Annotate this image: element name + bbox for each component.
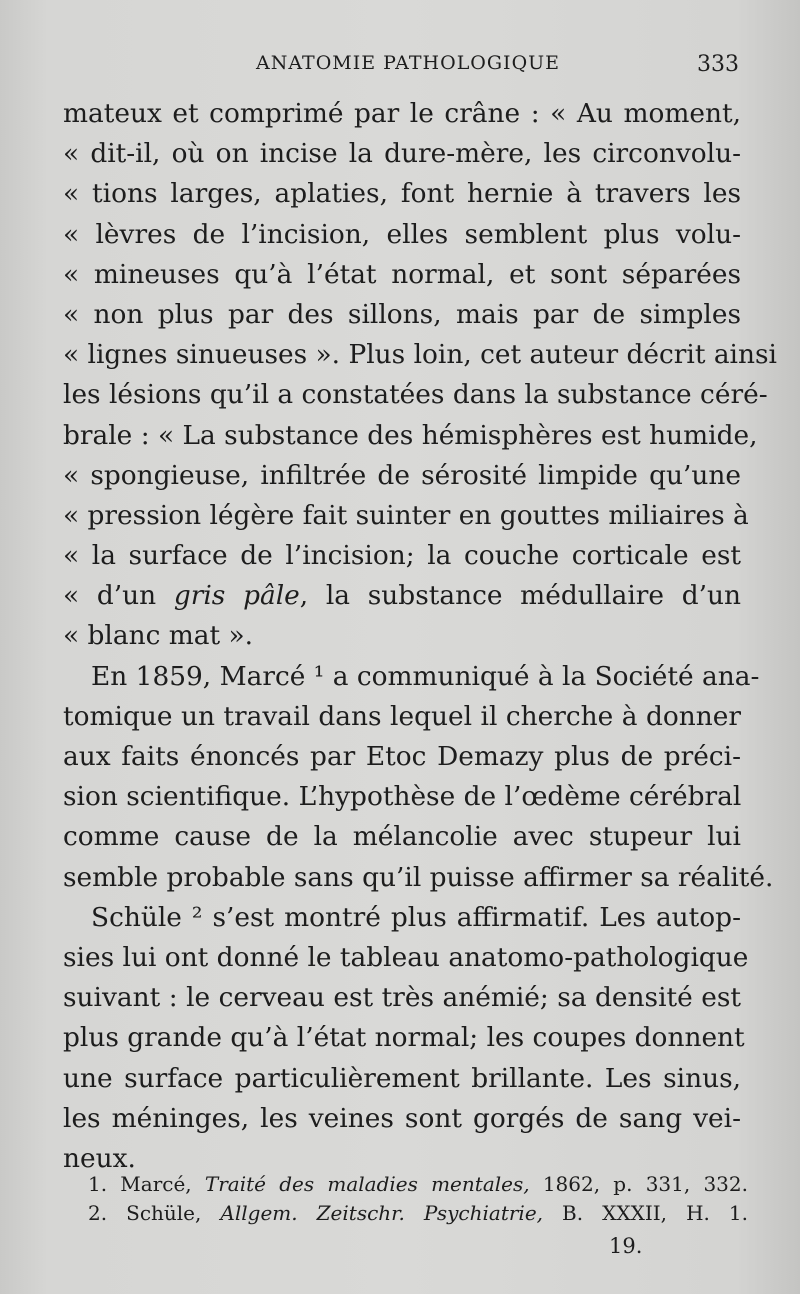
text-line: « la surface de l’incision; la couche corticale est	[63, 540, 741, 572]
text-line: « lignes sinueuses ». Plus loin, cet auteur décrit ainsi	[63, 339, 777, 371]
text-line: brale : « La substance des hémisphères est humide,	[63, 419, 758, 451]
text-line: En 1859, Marcé ¹ a communiqué à la Société ana-	[91, 660, 760, 692]
text-line: « spongieuse, infiltrée de sérosité limpide qu’une	[63, 459, 741, 491]
text-line: les lésions qu’il a constatées dans la substance céré-	[63, 379, 768, 411]
body-text	[63, 94, 777, 1179]
running-title: ANATOMIE PATHOLOGIQUE	[256, 52, 561, 74]
page-number: 333	[697, 52, 739, 77]
text-line: aux faits énoncés par Etoc Demazy plus de préci-	[63, 741, 741, 772]
text-line: Schüle ² s’est montré plus affirmatif. Les autop-	[91, 901, 741, 933]
text-line: « lèvres de l’incision, elles semblent plus volu-	[63, 218, 741, 250]
footnote: 1. Marcé, Traité des maladies mentales, 1862, p. 331, 332.	[88, 1172, 748, 1196]
text-line: « blanc mat ».	[63, 620, 254, 652]
text-line: les méninges, les veines sont gorgés de sang vei-	[63, 1102, 741, 1134]
text-line: plus grande qu’à l’état normal; les coupes donnent	[63, 1022, 745, 1054]
signature-mark: 19.	[609, 1234, 643, 1258]
footnote: 2. Schüle, Allgem. Zeitschr. Psychiatrie, B. XXXII, H. 1.	[88, 1201, 748, 1225]
text-line: « pression légère fait suinter en gouttes miliaires à	[63, 499, 749, 531]
text-line: comme cause de la mélancolie avec stupeur lui	[63, 821, 741, 853]
text-line: « tions larges, aplaties, font hernie à travers les	[63, 178, 741, 210]
text-line: « non plus par des sillons, mais par de simples	[63, 298, 741, 330]
text-line: suivant : le cerveau est très anémié; sa densité est	[63, 982, 741, 1014]
text-line: « mineuses qu’à l’état normal, et sont séparées	[63, 258, 741, 290]
text-line: tomique un travail dans lequel il cherche à donner	[63, 700, 741, 732]
text-line: « d’un gris pâle, la substance médullaire d’un	[63, 580, 741, 612]
page-header	[0, 52, 800, 82]
text-line: mateux et comprimé par le crâne : « Au moment,	[63, 98, 741, 129]
text-line: sies lui ont donné le tableau anatomo-pathologique	[63, 941, 749, 973]
text-line: « dit-il, où on incise la dure-mère, les circonvolu-	[63, 138, 741, 170]
text-line: neux.	[63, 1142, 136, 1174]
footnotes	[88, 1170, 748, 1228]
text-line: une surface particulièrement brillante. Les sinus,	[63, 1062, 741, 1094]
text-line: sion scientifique. L’hypothèse de l’œdème cérébral	[63, 781, 742, 813]
text-line: semble probable sans qu’il puisse affirmer sa réalité.	[63, 861, 774, 893]
